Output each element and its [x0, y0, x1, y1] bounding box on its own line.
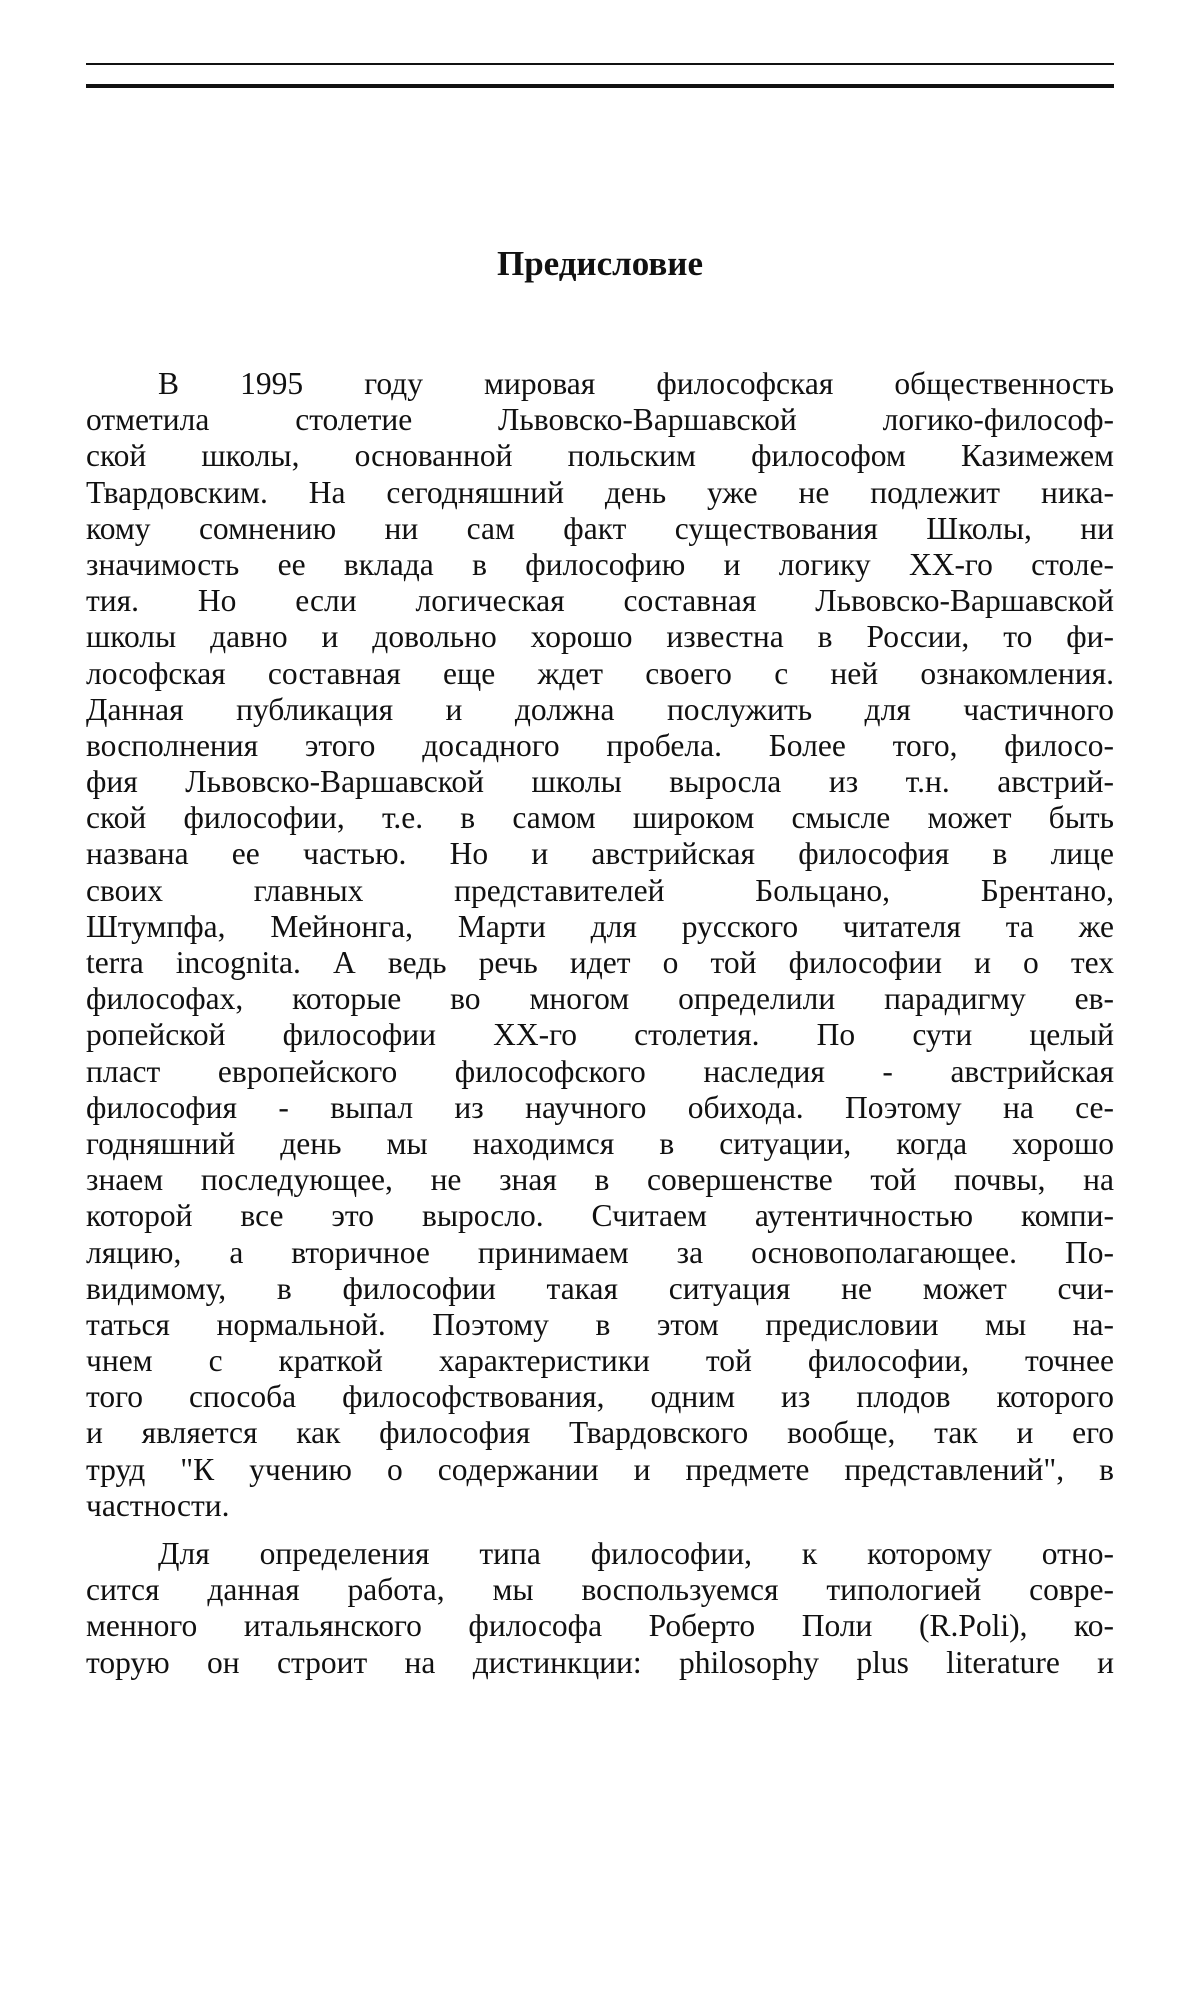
text-line: видимому, в философии такая ситуация не может счи-: [86, 1270, 1114, 1306]
text-line: своих главных представителей Больцано, Брентано,: [86, 872, 1114, 908]
paragraph-gap: [86, 1524, 1114, 1536]
text-line: философия - выпал из научного обихода. Поэтому на се-: [86, 1089, 1114, 1125]
text-line: таться нормальной. Поэтому в этом предисловии мы на-: [86, 1306, 1114, 1342]
text-line: тия. Но если логическая составная Львовско-Варшавской: [86, 583, 1114, 619]
text-line: торую он строит на дистинкции: philosophy plus literature и: [86, 1644, 1114, 1680]
top-rule: [86, 63, 1114, 65]
text-line: Для определения типа философии, к которому отно-: [158, 1536, 1114, 1571]
text-line: отметила столетие Львовско-Варшавской логико-философ-: [86, 402, 1114, 438]
text-line: ляцию, а вторичное принимаем за основополагающее. По-: [86, 1234, 1114, 1270]
text-line: частности.: [86, 1487, 230, 1523]
text-line: годняшний день мы находимся в ситуации, когда хорошо: [86, 1125, 1114, 1161]
text-line: фия Львовско-Варшавской школы выросла из т.н. австрий-: [86, 764, 1114, 800]
text-line: труд "К учению о содержании и предмете представлений", в: [86, 1451, 1114, 1487]
text-line: менного итальянского философа Роберто Поли (R.Poli), ко-: [86, 1608, 1114, 1644]
text-line: кому сомнению ни сам факт существования Школы, ни: [86, 510, 1114, 546]
text-line: ропейской философии XX-го столетия. По сути целый: [86, 1017, 1114, 1053]
text-line: ской философии, т.е. в самом широком смысле может быть: [86, 800, 1114, 836]
body-text: [86, 366, 1114, 1681]
text-line: ской школы, основанной польским философом Казимежем: [86, 438, 1114, 474]
text-line: В 1995 году мировая философская общественность: [158, 366, 1114, 401]
text-line: и является как философия Твардовского вообще, так и его: [86, 1415, 1114, 1451]
text-line: восполнения этого досадного пробела. Более того, филосо-: [86, 727, 1114, 763]
header-rule: [86, 84, 1114, 88]
text-line: философах, которые во многом определили парадигму ев-: [86, 981, 1114, 1017]
text-line: Твардовским. На сегодняшний день уже не подлежит ника-: [86, 474, 1114, 510]
text-line: того способа философствования, одним из плодов которого: [86, 1379, 1114, 1415]
paragraph: [86, 1536, 1114, 1681]
text-line: лософская составная еще ждет своего с ней ознакомления.: [86, 655, 1114, 691]
text-line: знаем последующее, не зная в совершенстве той почвы, на: [86, 1162, 1114, 1198]
text-line: названа ее частью. Но и австрийская философия в лице: [86, 836, 1114, 872]
text-line: чнем с краткой характеристики той философии, точнее: [86, 1343, 1114, 1379]
text-line: Штумпфа, Мейнонга, Марти для русского читателя та же: [86, 908, 1114, 944]
text-line: значимость ее вклада в философию и логику XX-го столе-: [86, 546, 1114, 582]
text-line: Данная публикация и должна послужить для частичного: [86, 691, 1114, 727]
page-title: Предисловие: [496, 244, 704, 283]
paragraph: [86, 366, 1114, 1524]
text-line: которой все это выросло. Считаем аутентичностью компи-: [86, 1198, 1114, 1234]
text-line: школы давно и довольно хорошо известна в России, то фи-: [86, 619, 1114, 655]
text-line: terra incognita. А ведь речь идет о той философии и о тех: [86, 945, 1114, 980]
text-line: сится данная работа, мы воспользуемся типологией совре-: [86, 1572, 1114, 1608]
text-line: пласт европейского философского наследия - австрийская: [86, 1053, 1114, 1089]
